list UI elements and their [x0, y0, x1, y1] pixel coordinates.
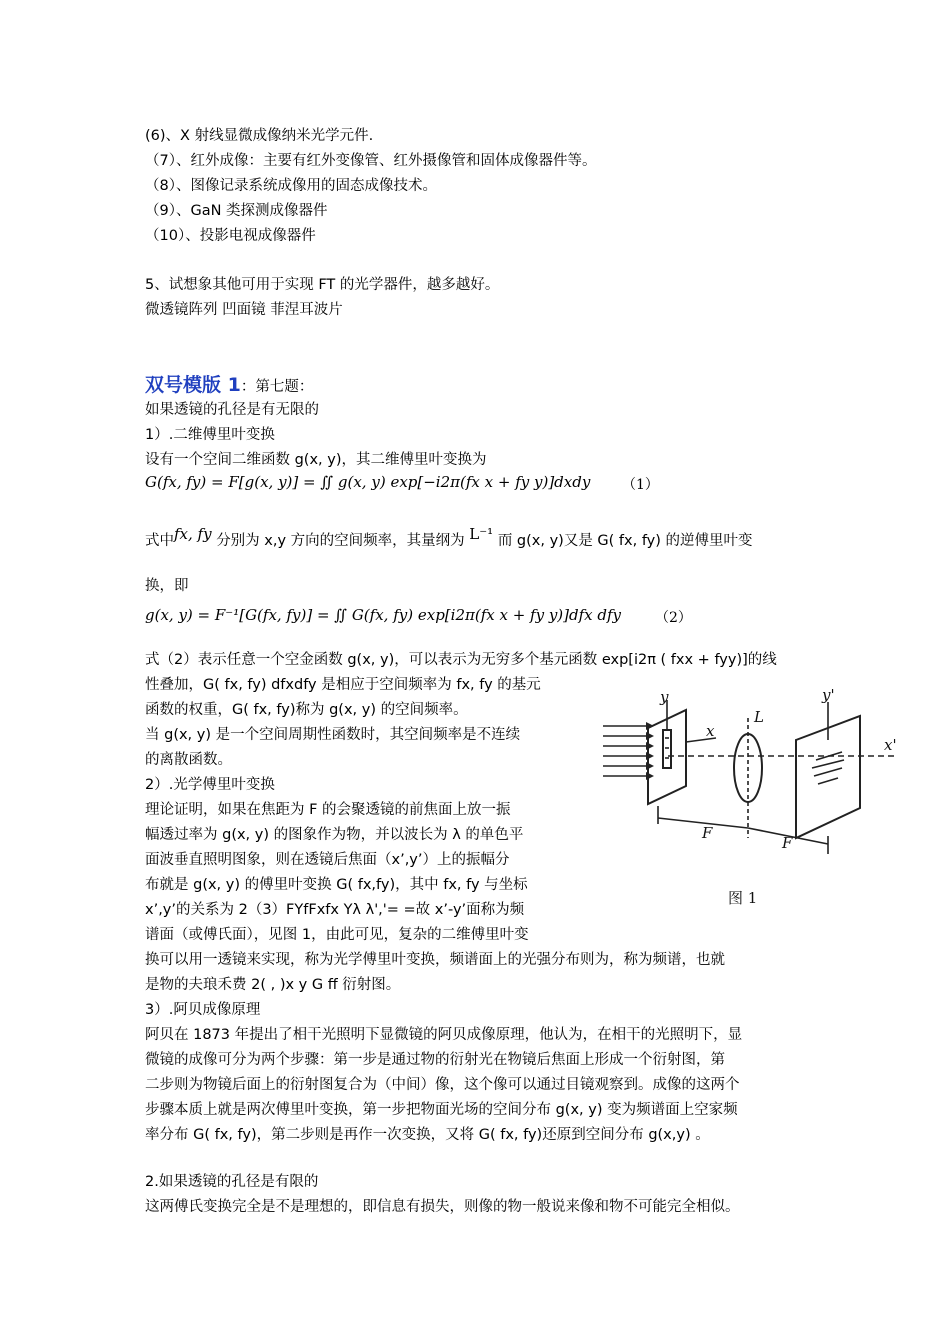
para-suffix: 而 g(x, y)又是 G( fx, fy) 的逆傅里叶变 [497, 533, 753, 549]
label-L: L [754, 708, 764, 726]
paragraph-2-line-2: 性叠加，G( fx, fy) dfxdfy 是相应于空间频率为 fx, fy 的基元 [145, 677, 541, 693]
paragraph-2-line-5: 的离散函数。 [145, 752, 232, 768]
label-x-prime: x' [884, 736, 897, 754]
list-item-8: （8）、图像记录系统成像用的固态成像技术。 [145, 178, 437, 194]
label-F-1: F [702, 824, 713, 842]
label-y: y [660, 688, 669, 706]
paragraph-2-tail-2: 是物的夫琅禾费 2( , )x y G ff 衍射图。 [145, 977, 401, 993]
abbe-line-3: 二步则为物镜后面上的衍射图复合为（中间）像，这个像可以通过目镜观察到。成像的这两个 [145, 1077, 740, 1093]
list-item-9: （9）、GaN 类探测成像器件 [145, 203, 328, 219]
incident-light-arrows [603, 726, 646, 776]
heading-title: 双号模版 1 [145, 374, 241, 396]
para-middle: 分别为 x,y 方向的空间频率，其量纲为 [216, 533, 465, 549]
paragraph-2-line-7: 理论证明，如果在焦距为 F 的会聚透镜的前焦面上放一振 [145, 802, 511, 818]
list-item-10: （10）、投影电视成像器件 [145, 228, 316, 244]
abbe-line-4: 步骤本质上就是两次傅里叶变换，第一步把物面光场的空间分布 g(x, y) 变为频谱面上空家频 [145, 1102, 738, 1118]
abbe-line-1: 阿贝在 1873 年提出了相干光照明下显微镜的阿贝成像原理，他认为，在相干的光照明下，显 [145, 1027, 743, 1043]
formula-1-number: （1） [622, 477, 659, 493]
formula-2-number: （2） [655, 610, 692, 626]
abbe-line-2: 微镜的成像可分为两个步骤：第一步是通过物的衍射光在物镜后焦面上形成一个衍射图，第 [145, 1052, 725, 1068]
paragraph-2-line-11: x’,y’的关系为 2（3）FYfFxfx Yλ λ','= =故 x’-y’面称为频 [145, 902, 525, 918]
paragraph-2-line-4: 当 g(x, y) 是一个空间周期性函数时，其空间频率是不连续 [145, 727, 521, 743]
section-2-text: 这两傅氏变换完全是不是理想的，即信息有损失，则像的物一般说来像和物不可能完全相似。 [145, 1199, 740, 1215]
para-prefix: 式中 [145, 533, 174, 549]
object-aperture [663, 730, 671, 768]
formula-1: G(fx, fy) = F[g(x, y)] = ∬ g(x, y) exp[−i2π(fx x + fy y)]dxdy [145, 473, 591, 491]
label-x: x [706, 722, 715, 740]
paragraph-2-line-12: 谱面（或傅氏面），见图 1，由此可见，复杂的二维傅里叶变 [145, 927, 529, 943]
section-heading [145, 372, 313, 400]
paragraph-frequency [145, 525, 753, 551]
subsection-2-title: 2）.光学傅里叶变换 [145, 777, 275, 793]
subsection-3-title: 3）.阿贝成像原理 [145, 1002, 261, 1018]
paragraph-2-tail-1: 换可以用一透镜来实现，称为光学傅里叶变换，频谱面上的光强分布则为，称为频谱，也就 [145, 952, 725, 968]
list-item-7: （7）、红外成像：主要有红外变像管、红外摄像管和固体成像器件等。 [145, 153, 597, 169]
heading-tail: ：第七题： [240, 379, 314, 395]
paragraph-2-line-8: 幅透过率为 g(x, y) 的图象作为物，并以波长为 λ 的单色平 [145, 827, 524, 843]
question-5: 5、试想象其他可用于实现 FT 的光学器件，越多越好。 [145, 277, 500, 293]
unit-symbol: L⁻¹ [469, 525, 494, 543]
subsection-1-text: 设有一个空间二维函数 g(x, y)，其二维傅里叶变换为 [145, 452, 487, 468]
section-2-title: 2.如果透镜的孔径是有限的 [145, 1174, 319, 1190]
label-F-2: F [782, 834, 793, 852]
paragraph-ji: 换，即 [145, 578, 189, 594]
paragraph-2-line-1: 式（2）表示任意一个空金函数 g(x, y)，可以表示为无穷多个基元函数 exp[i2π ( fxx + fyy)]的线 [145, 652, 777, 668]
paragraph-2-line-9: 面波垂直照明图象，则在透镜后焦面（x’,y’）上的振幅分 [145, 852, 510, 868]
answer-5: 微透镜阵列 凹面镜 菲涅耳波片 [145, 302, 343, 318]
label-y-prime: y' [822, 688, 835, 704]
fxfy-symbol: fx, fy [174, 525, 212, 543]
paragraph-2-line-3: 函数的权重，G( fx, fy)称为 g(x, y) 的空间频率。 [145, 702, 468, 718]
intro-text: 如果透镜的孔径是有无限的 [145, 402, 319, 418]
abbe-line-5: 率分布 G( fx, fy)，第二步则是再作一次变换，又将 G( fx, fy)还原到空间分布 g(x,y) 。 [145, 1127, 710, 1143]
subsection-1-title: 1）.二维傅里叶变换 [145, 427, 275, 443]
list-item-6: (6)、X 射线显微成像纳米光学元件. [145, 128, 374, 144]
figure-caption: 图 1 [728, 889, 758, 907]
formula-2: g(x, y) = F⁻¹[G(fx, fy)] = ∬ G(fx, fy) exp[i2π(fx x + fy y)]dfx dfy [145, 606, 622, 624]
optical-fourier-figure [598, 688, 913, 913]
paragraph-2-line-10: 布就是 g(x, y) 的傅里叶变换 G( fx,fy)，其中 fx, fy 与坐标 [145, 877, 528, 893]
